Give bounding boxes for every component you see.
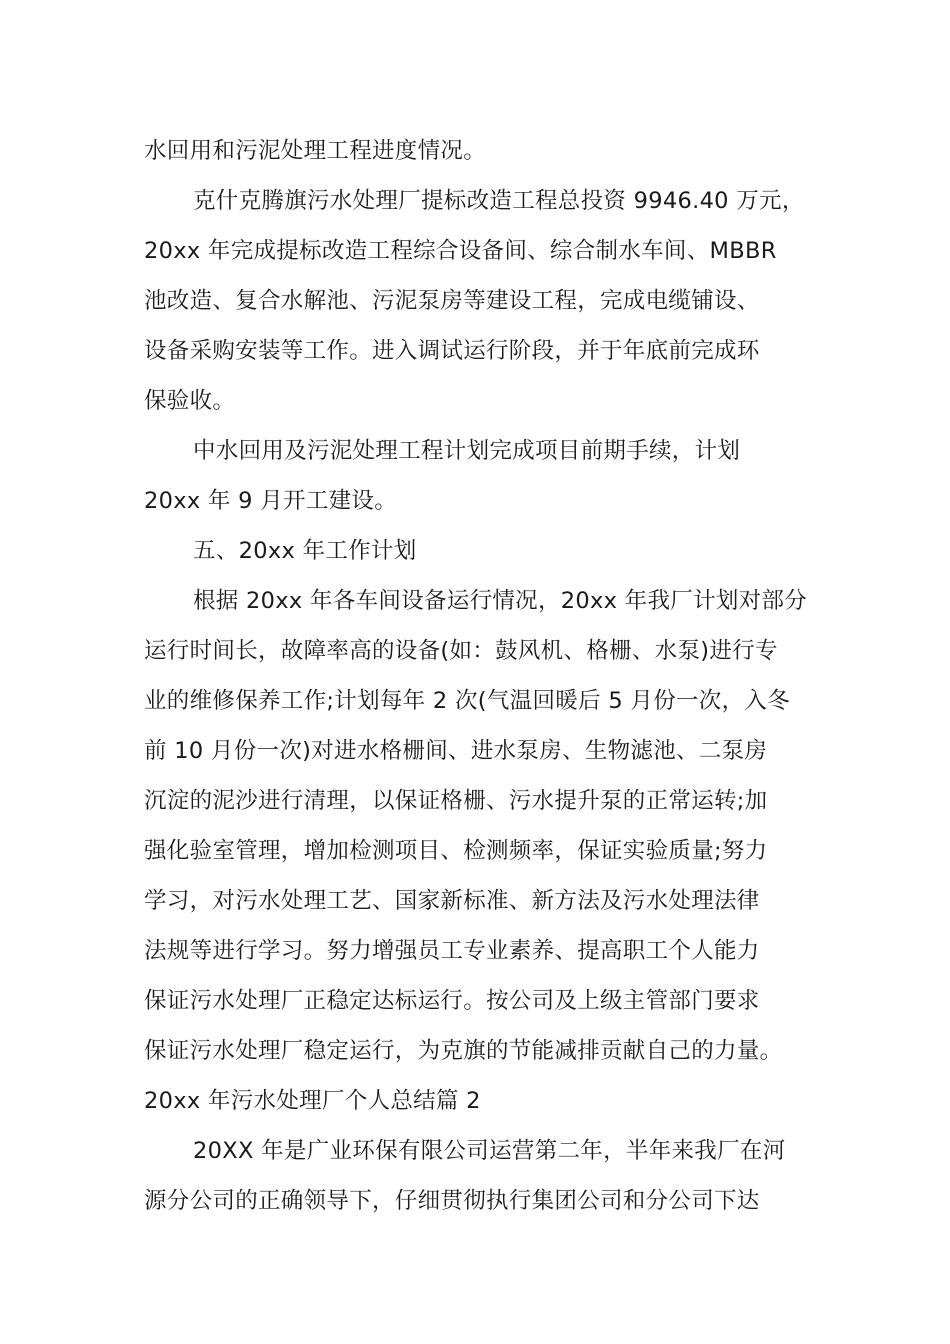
text-line: 池改造、复合水解池、污泥泵房等建设工程，完成电缆铺设、	[144, 288, 760, 314]
text-line: 20xx 年完成提标改造工程综合设备间、综合制水车间、MBBR	[144, 238, 777, 264]
text-line: 学习，对污水处理工艺、国家新标准、新方法及污水处理法律	[144, 888, 760, 914]
text-line: 保证污水处理厂稳定运行，为克旗的节能减排贡献自己的力量。	[144, 1038, 783, 1064]
text-line: 20XX 年是广业环保有限公司运营第二年，半年来我厂在河	[193, 1138, 786, 1164]
article-title: 20xx 年污水处理厂个人总结篇 2	[144, 1088, 481, 1114]
text-line: 保证污水处理厂正稳定达标运行。按公司及上级主管部门要求	[144, 988, 760, 1014]
text-line: 前 10 月份一次)对进水格栅间、进水泵房、生物滤池、二泵房	[144, 738, 768, 764]
text-line: 20xx 年 9 月开工建设。	[144, 488, 398, 514]
text-line: 源分公司的正确领导下，仔细贯彻执行集团公司和分公司下达	[144, 1188, 760, 1214]
text-line: 业的维修保养工作;计划每年 2 次(气温回暖后 5 月份一次，入冬	[144, 688, 790, 714]
text-line: 强化验室管理，增加检测项目、检测频率，保证实验质量;努力	[144, 838, 768, 864]
text-line: 法规等进行学习。努力增强员工专业素养、提高职工个人能力	[144, 938, 760, 964]
text-line: 根据 20xx 年各车间设备运行情况，20xx 年我厂计划对部分	[193, 588, 808, 614]
text-line: 沉淀的泥沙进行清理，以保证格栅、污水提升泵的正常运转;加	[144, 788, 768, 814]
text-line: 设备采购安装等工作。进入调试运行阶段，并于年底前完成环	[144, 338, 760, 364]
text-line: 运行时间长，故障率高的设备(如：鼓风机、格栅、水泵)进行专	[144, 638, 778, 664]
text-line: 水回用和污泥处理工程进度情况。	[144, 138, 487, 164]
text-line: 中水回用及污泥处理工程计划完成项目前期手续，计划	[193, 438, 741, 464]
text-line: 保验收。	[144, 388, 236, 414]
text-line: 克什克腾旗污水处理厂提标改造工程总投资 9946.40 万元，	[193, 188, 805, 214]
section-heading: 五、20xx 年工作计划	[193, 538, 417, 564]
